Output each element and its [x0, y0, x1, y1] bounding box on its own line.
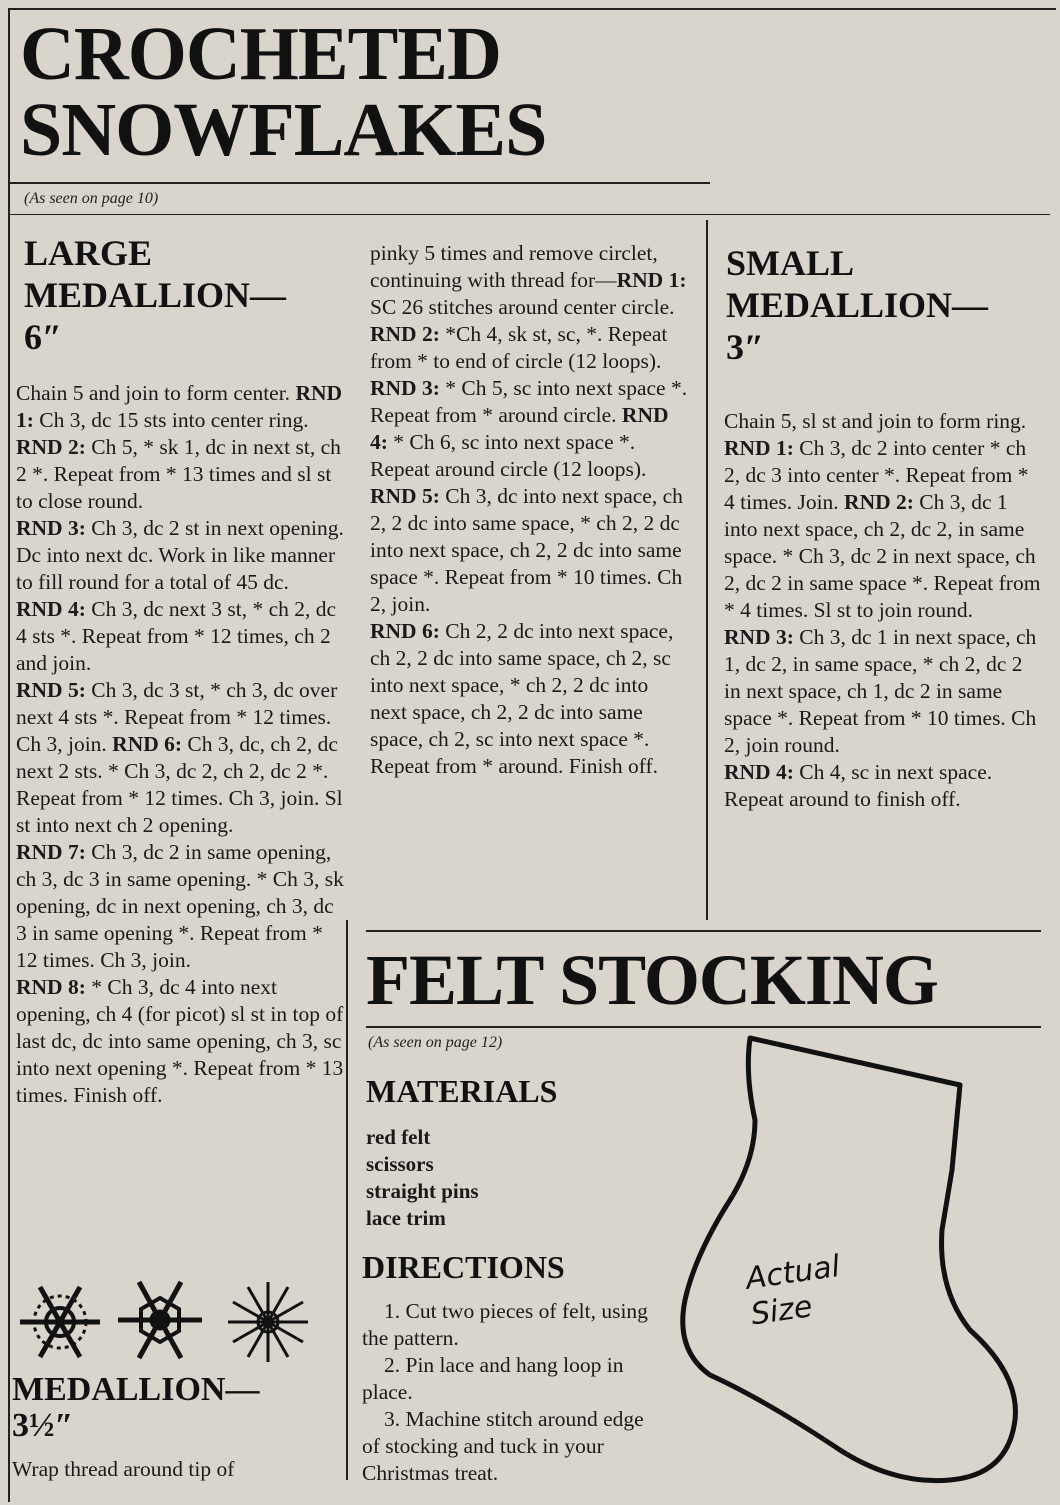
medallion-3half-instructions: pinky 5 times and remove circlet, continuing with thread for—RND 1: SC 26 stitches around center circle. RND 2: *Ch 4, sk st, sc, *. Repeat from * to end of circle (12 loops). RND 3: * Ch 5, sc into next space *. Repeat from * around circle. RND 4: * Ch 6, sc into next space *. Repeat around circle (12 loops). RND 5: Ch 3, dc into next space, ch 2, 2 dc into same space, * ch 2, 2 dc into next space, ch 2, 2 dc into same space *. Repeat from * 10 times. Ch 2, join. RND 6: Ch 2, 2 dc into next space, ch 2, 2 dc into same space, ch 2, sc into next space, * ch 2, 2 dc into next space, ch 2, 2 dc into same space, ch 2, sc into next space *. Repeat from * around. Finish off. — [370, 241, 688, 778]
caption-rule — [10, 214, 1050, 215]
large-medallion-instructions: Chain 5 and join to form center. RND 1: Ch 3, dc 15 sts into center ring. RND 2: Ch 5, * sk 1, dc in next st, ch 2 *. Repeat from * 13 times and sl st to close round. RND 3: Ch 3, dc 2 st in next opening. Dc into next dc. Work in like manner to fill round for a total of 45 dc. RND 4: Ch 3, dc next 3 st, * ch 2, dc 4 sts *. Repeat from * 12 times, ch 2 and join. RND 5: Ch 3, dc 3 st, * ch 3, dc over next 4 sts *. Repeat from * 12 times. Ch 3, join. RND 6: Ch 3, dc, ch 2, dc next 2 sts. * Ch 3, dc 2, ch 2, dc 2 *. Repeat from * 12 times. Ch 3, join. Sl st into next ch 2 opening. RND 7: Ch 3, dc 2 in same opening, ch 3, dc 3 in same opening. * Ch 3, sk opening, dc in next opening, ch 3, dc 3 in same opening *. Repeat from * 12 times. Ch 3, join. RND 8: * Ch 3, dc 4 into next opening, ch 4 (for picot) sl st in top of last dc, dc into same opening, ch 3, sc into next opening *. Repeat from * 13 times. Finish off. — [16, 381, 344, 1107]
title-rule — [10, 182, 710, 184]
column-divider-left — [346, 920, 348, 1480]
small-medallion-heading: SMALL MEDALLION— 3″ — [726, 243, 989, 367]
felt-title-rule — [366, 1026, 1041, 1028]
small-medallion-instructions: Chain 5, sl st and join to form ring. RND 1: Ch 3, dc 2 into center * ch 2, dc 3 into center *. Repeat from * 4 times. Join. RND 2: Ch 3, dc 1 into next space, ch 2, dc 2, in same space. * Ch 3, dc 2 in next space, ch 2, dc 2 in same space *. Repeat from * 4 times. Sl st to join round. RND 3: Ch 3, dc 1 in next space, ch 1, dc 2, in same space, * ch 2, dc 2 in next space, ch 1, dc 2 in same space *. Repeat from * 10 times. Ch 2, join round. RND 4: Ch 4, sc in next space. Repeat around to finish off. — [724, 409, 1041, 811]
directions-list — [362, 1298, 662, 1487]
title-line-2: SNOWFLAKES — [20, 88, 547, 172]
material-item: scissors — [366, 1152, 434, 1176]
page-title — [20, 12, 547, 172]
felt-caption: (As seen on page 12) — [368, 1034, 503, 1051]
snowflake-small-icon — [228, 1282, 308, 1362]
snowflake-illustrations — [10, 1272, 310, 1372]
directions-heading: DIRECTIONS — [362, 1249, 565, 1285]
snowflakes-caption: (As seen on page 10) — [24, 190, 159, 207]
column-divider-right — [706, 220, 708, 920]
medallion-3half-heading: MEDALLION— 3½″ — [12, 1371, 260, 1444]
material-item: red felt — [366, 1125, 431, 1149]
materials-list — [366, 1124, 479, 1232]
title-line-1: CROCHETED — [20, 12, 501, 96]
direction-step: 3. Machine stitch around edge of stocking and tuck in your Christmas treat. — [362, 1407, 644, 1485]
felt-stocking-title: FELT STOCKING — [366, 940, 938, 1020]
direction-step: 2. Pin lace and hang loop in place. — [362, 1353, 624, 1404]
large-medallion-heading: LARGE MEDALLION— 6″ — [24, 233, 287, 357]
direction-step: 1. Cut two pieces of felt, using the pattern. — [362, 1299, 648, 1350]
material-item: straight pins — [366, 1179, 479, 1203]
snowflake-medium-icon — [118, 1282, 202, 1358]
felt-top-rule — [366, 930, 1041, 932]
medallion-3half-intro: Wrap thread around tip of — [12, 1457, 235, 1481]
actual-size-label: Actual Size — [743, 1248, 843, 1333]
material-item: lace trim — [366, 1206, 446, 1230]
snowflake-large-icon — [20, 1287, 100, 1357]
materials-heading: MATERIALS — [366, 1073, 558, 1109]
